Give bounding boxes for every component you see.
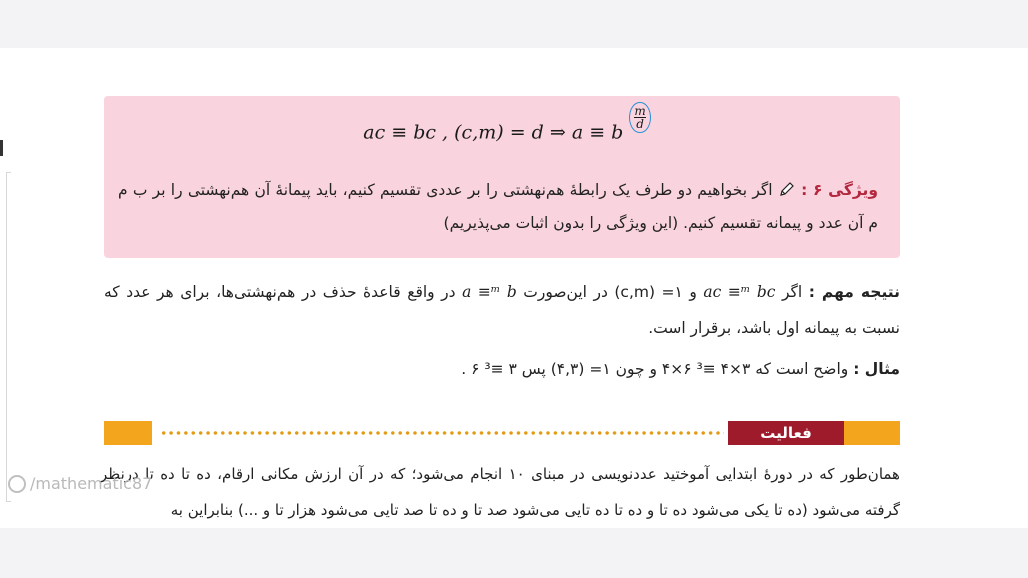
result-text-2: و ۱= (c,m) در این‌صورت [523,283,697,301]
property-text [118,174,878,240]
example-paragraph [104,354,900,384]
formula-fraction [629,102,650,133]
watermark-text: /mathematic87 [30,474,153,493]
frame-line [6,172,11,502]
result-math-2: a ≡ᵐ b [462,283,517,301]
fraction-bottom: d [636,117,644,131]
result-math-1: ac ≡ᵐ bc [703,283,776,301]
fraction-top: m [634,104,646,118]
watermark [8,474,152,493]
example-text: واضح است که ۳×۴ ≡³ ۶×۴ و چون ۱= (۴,۳) پس ۳ ≡³ ۶ . [461,360,849,378]
orange-block-left [104,421,152,445]
property-box [104,96,900,258]
property-body: اگر بخواهیم دو طرف یک رابطهٔ هم‌نهشتی را بر عددی تقسیم کنیم، باید پیمانهٔ آن هم‌نهشتی را بر ب م م آن عدد و پیمانه تقسیم کنیم. (این ویژگی را بدون اثبات می‌پذیریم) [118,181,878,232]
orange-block-right [844,421,900,445]
result-paragraph [104,274,900,346]
example-label: مثال : [853,360,900,378]
result-text-3: در واقع قاعدهٔ حذف در هم‌نهشتی‌ها، برای هر عدد که نسبت به پیمانه اول باشد، برقرار است. [104,283,900,337]
dotted-line [160,431,724,435]
activity-title: فعالیت [728,421,844,445]
watermark-logo-icon [8,475,26,493]
pencil-icon [778,180,796,198]
result-text-1: اگر [781,283,803,301]
formula-expression: ac ≡ bc , (c,m) = d ⇒ a ≡ b [363,121,624,144]
activity-text: همان‌طور که در دورهٔ ابتدایی آموختید عددنویسی در مبنای ۱۰ انجام می‌شود؛ که در آن ارزش مکانی ارقام، ده تا ده تا درنظر گرفته می‌شود (ده تا یکی می‌شود ده تا و ده تا ده تایی می‌شود صد تا و ده تا صد تایی می‌شود هزار تا و ...) بنابراین به [100,465,900,519]
edge-mark [0,140,3,156]
activity-header [104,421,900,445]
formula [104,104,900,149]
property-label: ویژگی ۶ : [801,181,878,199]
result-label: نتیجه مهم : [808,283,900,301]
